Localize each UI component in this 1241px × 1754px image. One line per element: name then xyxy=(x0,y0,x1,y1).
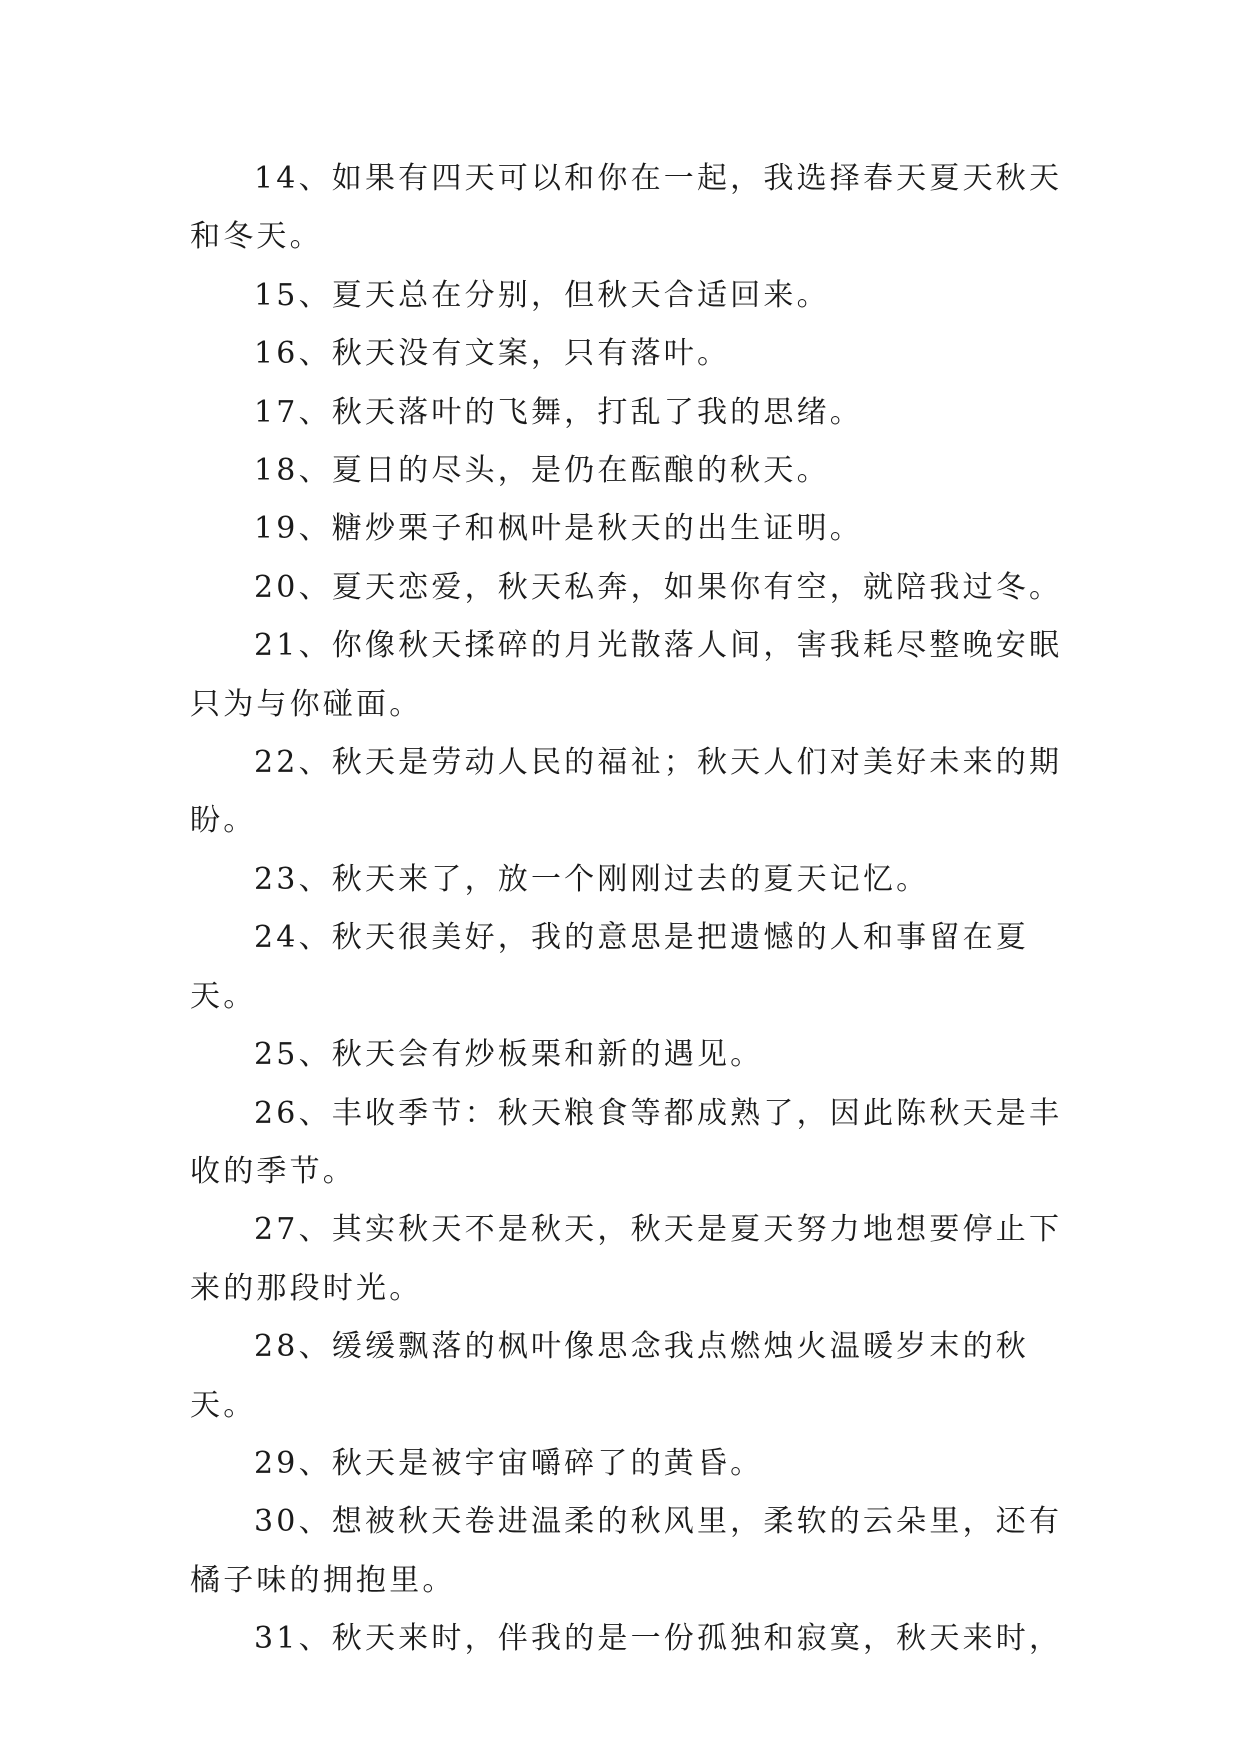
paragraph-29: 29、秋天是被宇宙嚼碎了的黄昏。 xyxy=(254,1445,764,1481)
paragraph-16: 16、秋天没有文案，只有落叶。 xyxy=(254,336,731,372)
paragraph-22: 22、秋天是劳动人民的福祉；秋天人们对美好未来的期盼。 xyxy=(190,745,1063,839)
paragraph-23: 23、秋天来了，放一个刚刚过去的夏天记忆。 xyxy=(254,861,930,897)
paragraph-30: 30、想被秋天卷进温柔的秋风里，柔软的云朵里，还有橘子味的拥抱里。 xyxy=(190,1504,1063,1598)
paragraph-20: 20、夏天恋爱，秋天私奔，如果你有空，就陪我过冬。 xyxy=(254,569,1063,605)
paragraph-14: 14、如果有四天可以和你在一起，我选择春天夏天秋天和冬天。 xyxy=(190,161,1063,255)
paragraph-21: 21、你像秋天揉碎的月光散落人间，害我耗尽整晚安眠只为与你碰面。 xyxy=(190,628,1063,722)
paragraph-15: 15、夏天总在分别，但秋天合适回来。 xyxy=(254,277,830,313)
document-body xyxy=(190,150,1070,1669)
paragraph-27: 27、其实秋天不是秋天，秋天是夏天努力地想要停止下来的那段时光。 xyxy=(190,1212,1063,1306)
paragraph-26: 26、丰收季节：秋天粮食等都成熟了，因此陈秋天是丰收的季节。 xyxy=(190,1095,1063,1189)
paragraph-17: 17、秋天落叶的飞舞，打乱了我的思绪。 xyxy=(254,394,863,430)
paragraph-28: 28、缓缓飘落的枫叶像思念我点燃烛火温暖岁末的秋天。 xyxy=(190,1329,1029,1423)
paragraph-18: 18、夏日的尽头，是仍在酝酿的秋天。 xyxy=(254,453,830,489)
paragraph-24: 24、秋天很美好，我的意思是把遗憾的人和事留在夏天。 xyxy=(190,920,1029,1014)
paragraph-19: 19、糖炒栗子和枫叶是秋天的出生证明。 xyxy=(254,511,863,547)
paragraph-25: 25、秋天会有炒板栗和新的遇见。 xyxy=(254,1037,764,1073)
paragraph-31: 31、秋天来时，伴我的是一份孤独和寂寞，秋天来时， xyxy=(254,1621,1063,1657)
